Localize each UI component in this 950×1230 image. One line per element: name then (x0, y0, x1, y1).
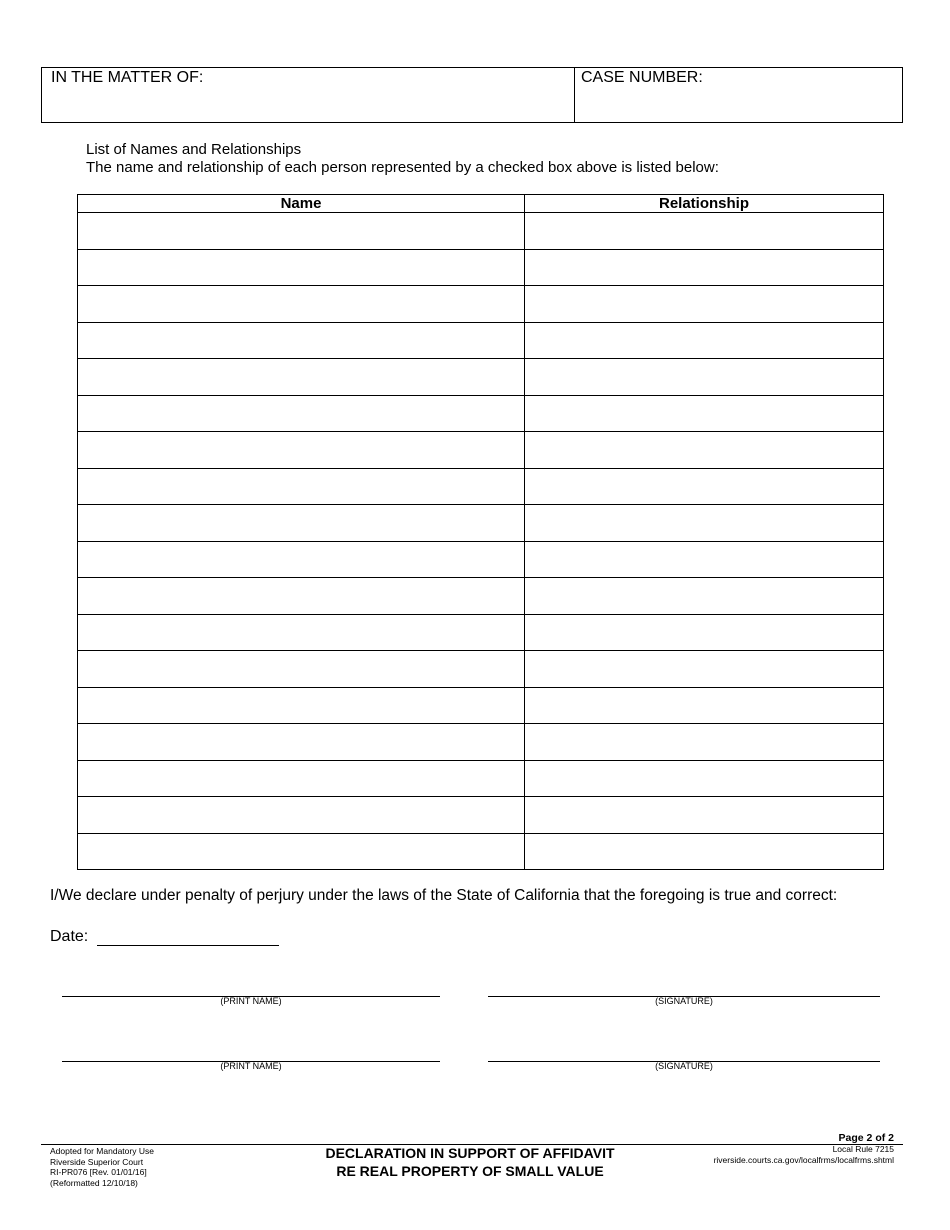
name-cell[interactable] (78, 359, 525, 396)
table-row (78, 359, 884, 396)
name-cell[interactable] (78, 614, 525, 651)
header-divider (574, 68, 575, 122)
name-cell[interactable] (78, 395, 525, 432)
name-cell[interactable] (78, 322, 525, 359)
form-number: RI-PR076 [Rev. 01/01/16] (50, 1167, 147, 1177)
relationship-cell[interactable] (525, 687, 884, 724)
form-title-line-2: RE REAL PROPERTY OF SMALL VALUE (336, 1163, 604, 1179)
table-row (78, 432, 884, 469)
print-name-caption-2: (PRINT NAME) (220, 1061, 282, 1071)
relationship-cell[interactable] (525, 286, 884, 323)
table-row (78, 249, 884, 286)
name-cell[interactable] (78, 541, 525, 578)
relationship-cell[interactable] (525, 395, 884, 432)
relationship-cell[interactable] (525, 760, 884, 797)
relationship-cell[interactable] (525, 797, 884, 834)
date-field[interactable] (97, 945, 279, 946)
names-relationships-table (77, 194, 884, 870)
table-row (78, 505, 884, 542)
table-row (78, 687, 884, 724)
name-cell[interactable] (78, 833, 525, 870)
form-title-line-1: DECLARATION IN SUPPORT OF AFFIDAVIT (325, 1145, 615, 1161)
relationship-cell[interactable] (525, 578, 884, 615)
table-row (78, 651, 884, 688)
declaration-text: I/We declare under penalty of perjury under the laws of the State of California that the foregoing is true and correct: (50, 887, 838, 904)
name-column-header: Name (78, 195, 525, 213)
relationship-cell[interactable] (525, 213, 884, 250)
name-cell[interactable] (78, 578, 525, 615)
local-rule: Local Rule 7215 (832, 1144, 894, 1154)
relationship-cell[interactable] (525, 833, 884, 870)
table-row (78, 213, 884, 250)
table-row (78, 760, 884, 797)
signature-caption-2: (SIGNATURE) (655, 1061, 713, 1071)
table-row (78, 833, 884, 870)
adopted-text: Adopted for Mandatory Use (50, 1146, 154, 1156)
relationship-cell[interactable] (525, 432, 884, 469)
name-cell[interactable] (78, 505, 525, 542)
relationship-cell[interactable] (525, 249, 884, 286)
table-body (78, 213, 884, 870)
date-label: Date: (50, 928, 89, 945)
relationship-cell[interactable] (525, 614, 884, 651)
table-header-row (78, 195, 884, 213)
list-description: The name and relationship of each person represented by a checked box above is listed below: (86, 159, 719, 176)
matter-label: IN THE MATTER OF: (51, 69, 204, 86)
table-row (78, 724, 884, 761)
table-row (78, 797, 884, 834)
name-cell[interactable] (78, 249, 525, 286)
name-cell[interactable] (78, 651, 525, 688)
relationship-cell[interactable] (525, 724, 884, 761)
name-cell[interactable] (78, 286, 525, 323)
relationship-cell[interactable] (525, 468, 884, 505)
table-row (78, 578, 884, 615)
relationship-cell[interactable] (525, 322, 884, 359)
name-cell[interactable] (78, 468, 525, 505)
forms-url[interactable]: riverside.courts.ca.gov/localfrms/localfrms.shtml (713, 1154, 894, 1165)
table-row (78, 395, 884, 432)
list-heading: List of Names and Relationships (86, 141, 302, 158)
case-number-label: CASE NUMBER: (581, 69, 703, 86)
reformatted-date: (Reformatted 12/10/18) (50, 1177, 138, 1188)
table-row (78, 322, 884, 359)
relationship-cell[interactable] (525, 651, 884, 688)
table-row (78, 468, 884, 505)
page-number: Page 2 of 2 (838, 1132, 894, 1144)
table-row (78, 614, 884, 651)
footer-form-info (50, 1146, 154, 1188)
court-name: Riverside Superior Court (50, 1156, 144, 1167)
name-cell[interactable] (78, 797, 525, 834)
print-name-caption-1: (PRINT NAME) (220, 996, 282, 1006)
name-cell[interactable] (78, 213, 525, 250)
signature-caption-1: (SIGNATURE) (655, 996, 713, 1006)
relationship-cell[interactable] (525, 541, 884, 578)
form-title (270, 1144, 670, 1180)
caption-header-box (41, 67, 903, 123)
relationship-column-header: Relationship (525, 195, 884, 213)
name-cell[interactable] (78, 687, 525, 724)
relationship-cell[interactable] (525, 359, 884, 396)
table-row (78, 286, 884, 323)
footer-page-info (714, 1132, 894, 1165)
name-cell[interactable] (78, 432, 525, 469)
name-cell[interactable] (78, 724, 525, 761)
name-cell[interactable] (78, 760, 525, 797)
relationship-cell[interactable] (525, 505, 884, 542)
table-row (78, 541, 884, 578)
